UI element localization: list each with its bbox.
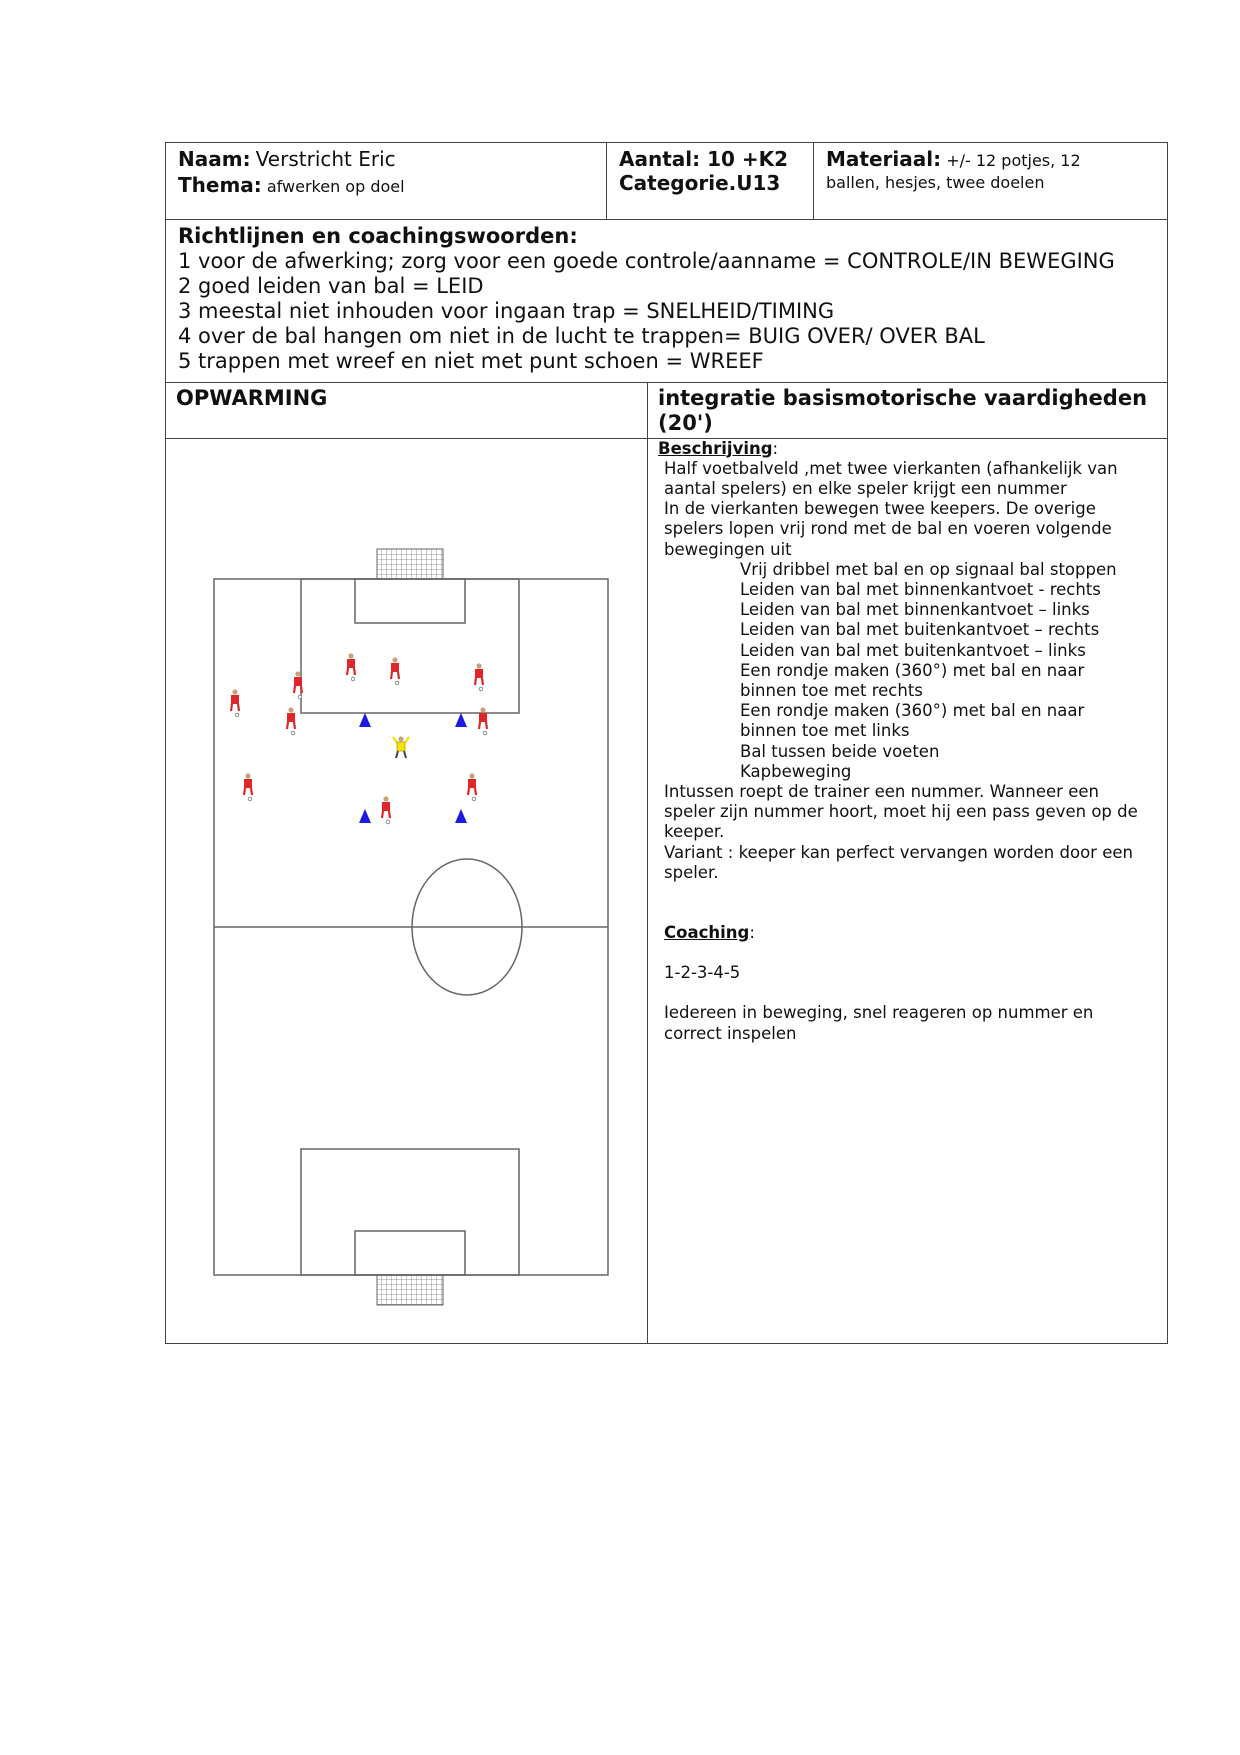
- categorie-label: Categorie.U13: [619, 171, 781, 195]
- desc-indent-11: Kapbeweging: [740, 761, 852, 781]
- desc-after-1: Intussen roept de trainer een nummer. Wanneer een: [664, 781, 1099, 801]
- section-title-right-line-1: integratie basismotorische vaardigheden: [658, 385, 1148, 410]
- guideline-item-1: 1 voor de afwerking; zorg voor een goede controle/aanname = CONTROLE/IN BEWEGING: [178, 249, 1115, 273]
- guidelines-cell: [166, 220, 1168, 383]
- penalty-area-bottom: [301, 1149, 519, 1275]
- materiaal-cell: [814, 143, 1168, 220]
- section-title-left: OPWARMING: [166, 382, 648, 438]
- materiaal-label: Materiaal:: [826, 147, 942, 171]
- exercise-table: [165, 382, 1168, 1344]
- cone-4: [455, 809, 467, 823]
- player-figure-10: [382, 796, 390, 823]
- materiaal-value-1: +/- 12 potjes, 12: [946, 151, 1081, 170]
- player-figure-8: [244, 773, 252, 800]
- aantal-label: Aantal: 10 +K2: [619, 147, 789, 171]
- player-figure-2: [391, 657, 399, 684]
- cone-2: [455, 713, 467, 727]
- desc-after-3: keeper.: [664, 822, 725, 842]
- coaching-label: Coaching: [664, 922, 750, 942]
- aantal-cell: [607, 143, 814, 220]
- desc-line-2: aantal spelers) en elke speler krijgt een nummer: [664, 478, 1067, 498]
- field-diagram-cell: [166, 438, 648, 1343]
- goal-net-top: [377, 549, 443, 579]
- desc-indent-6: Een rondje maken (360°) met bal en naar: [740, 660, 1085, 680]
- desc-indent-5: Leiden van bal met buitenkantvoet – links: [740, 640, 1086, 660]
- desc-indent-3: Leiden van bal met binnenkantvoet – links: [740, 600, 1090, 620]
- player-figure-3: [475, 663, 483, 690]
- player-figure-6: [287, 707, 295, 734]
- guideline-item-5: 5 trappen met wreef en niet met punt schoen = WREEF: [178, 349, 764, 373]
- coaching-text-1: Iedereen in beweging, snel reageren op nummer en: [664, 1003, 1094, 1023]
- desc-indent-2: Leiden van bal met binnenkantvoet - rechts: [740, 579, 1101, 599]
- coaching-colon: :: [749, 922, 755, 942]
- cone-3: [359, 809, 371, 823]
- keeper-figure: [393, 736, 409, 758]
- desc-indent-10: Bal tussen beide voeten: [740, 741, 940, 761]
- desc-indent-4: Leiden van bal met buitenkantvoet – rechts: [740, 620, 1100, 640]
- goal-net-bottom: [377, 1275, 443, 1305]
- header-table: [165, 142, 1168, 383]
- goal-area-bottom: [355, 1231, 465, 1275]
- naam-label: Naam:: [178, 147, 251, 171]
- desc-line-1: Half voetbalveld ,met twee vierkanten (afhankelijk van: [664, 458, 1118, 478]
- desc-after-4: Variant : keeper kan perfect vervangen worden door een: [664, 842, 1133, 862]
- section-title-right: [648, 382, 1168, 438]
- beschrijving-label: Beschrijving: [658, 438, 773, 458]
- desc-indent-8: Een rondje maken (360°) met bal en naar: [740, 701, 1085, 721]
- coaching-text-2: correct inspelen: [664, 1023, 797, 1043]
- guideline-item-2: 2 goed leiden van bal = LEID: [178, 274, 484, 298]
- desc-after-2: speler zijn nummer hoort, moet hij een pass geven op de: [664, 802, 1138, 822]
- naam-value: Verstricht Eric: [255, 147, 396, 171]
- desc-indent-7: binnen toe met rechts: [740, 680, 923, 700]
- desc-after-5: speler.: [664, 862, 719, 882]
- materiaal-value-2: ballen, hesjes, twee doelen: [826, 173, 1045, 192]
- section-title-right-line-2: (20'): [658, 410, 713, 435]
- session-sheet: [165, 142, 1167, 1344]
- field-diagram: [166, 439, 646, 1339]
- guideline-item-4: 4 over de bal hangen om niet in de lucht te trappen= BUIG OVER/ OVER BAL: [178, 324, 985, 348]
- penalty-area-top: [301, 579, 519, 713]
- player-figure-5: [231, 689, 239, 716]
- beschrijving-colon: :: [772, 438, 779, 458]
- description-cell: [648, 438, 1168, 1343]
- desc-indent-9: binnen toe met links: [740, 721, 910, 741]
- coaching-numbers: 1-2-3-4-5: [664, 963, 741, 983]
- player-figure-9: [468, 773, 476, 800]
- players: [231, 653, 487, 823]
- player-figure-7: [479, 707, 487, 734]
- naam-thema-cell: [166, 143, 607, 220]
- desc-line-5: bewegingen uit: [664, 539, 792, 559]
- desc-indent-1: Vrij dribbel met bal en op signaal bal stoppen: [740, 559, 1117, 579]
- player-figure-1: [347, 653, 355, 680]
- desc-line-4: spelers lopen vrij rond met de bal en voeren volgende: [664, 519, 1112, 539]
- desc-line-3: In de vierkanten bewegen twee keepers. De overige: [664, 499, 1096, 519]
- thema-label: Thema:: [178, 173, 262, 197]
- thema-value: afwerken op doel: [266, 177, 405, 196]
- cone-1: [359, 713, 371, 727]
- guidelines-title: Richtlijnen en coachingswoorden:: [178, 224, 578, 248]
- guideline-item-3: 3 meestal niet inhouden voor ingaan trap = SNELHEID/TIMING: [178, 299, 835, 323]
- goal-area-top: [355, 579, 465, 623]
